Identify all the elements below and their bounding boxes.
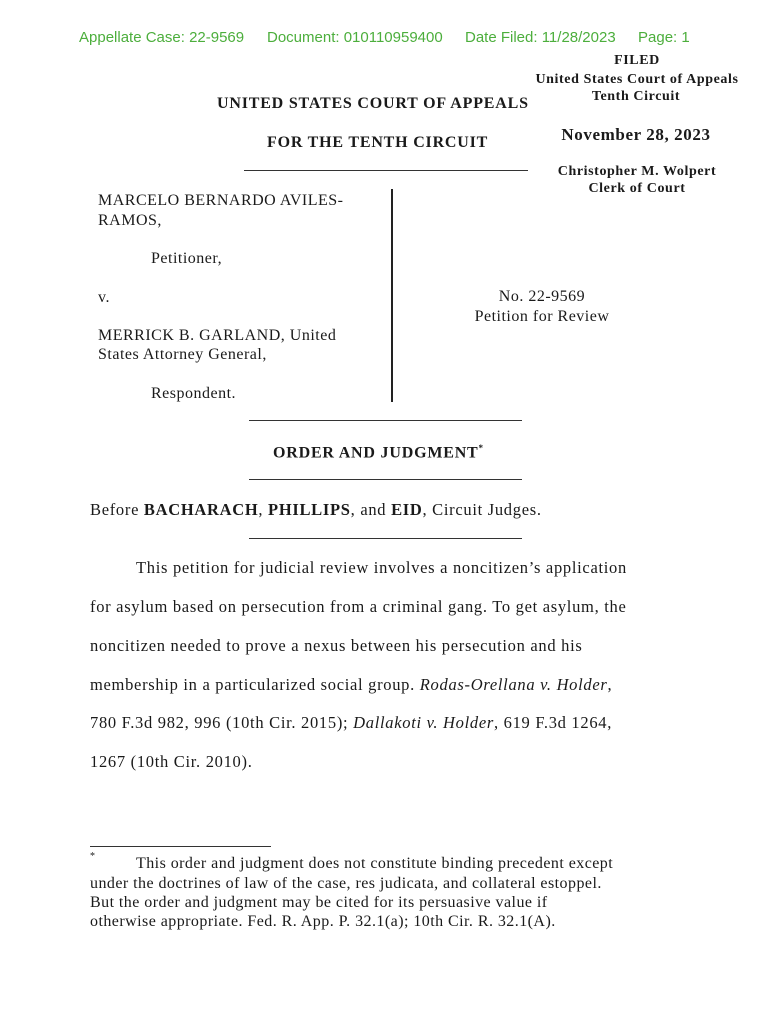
panel-suffix: , Circuit Judges. bbox=[422, 500, 542, 519]
caption-rule bbox=[249, 420, 522, 421]
court-line-1: UNITED STATES COURT OF APPEALS bbox=[217, 95, 529, 112]
petitioner-name-line-1: MARCELO BERNARDO AVILES- bbox=[98, 192, 344, 209]
stamp-circuit: Tenth Circuit bbox=[591, 89, 681, 104]
case-citation-rodas: Rodas-Orellana v. Holder bbox=[419, 675, 608, 694]
panel-sep-1: , bbox=[258, 500, 269, 519]
body-line-2: for asylum based on persecution from a criminal gang. To get asylum, the bbox=[90, 597, 627, 616]
judge-2: PHILLIPS bbox=[268, 500, 351, 519]
body-line-6: 1267 (10th Cir. 2010). bbox=[90, 752, 253, 771]
footnote-line-1: This order and judgment does not constitute binding precedent except bbox=[136, 855, 614, 872]
panel-sep-2: , and bbox=[350, 500, 392, 519]
footnote-rule bbox=[90, 846, 271, 847]
header-page: Page: 1 bbox=[638, 29, 690, 46]
respondent-name-line-1: MERRICK B. GARLAND, United bbox=[98, 327, 337, 344]
body-line-4 bbox=[90, 675, 612, 695]
body-line-4-end: , bbox=[607, 675, 613, 694]
title-footnote-mark: * bbox=[478, 443, 484, 453]
stamp-date: November 28, 2023 bbox=[561, 125, 711, 144]
respondent-role: Respondent. bbox=[151, 385, 237, 402]
panel-before: Before bbox=[90, 500, 144, 519]
stamp-filed: FILED bbox=[614, 53, 660, 68]
header-case: Appellate Case: 22-9569 bbox=[79, 29, 245, 46]
caption-divider bbox=[391, 189, 393, 402]
court-line-2: FOR THE TENTH CIRCUIT bbox=[267, 134, 489, 151]
petitioner-name-line-2: RAMOS, bbox=[98, 212, 162, 229]
body-line-3: noncitizen needed to prove a nexus between his persecution and his bbox=[90, 636, 583, 655]
document-title-text: ORDER AND JUDGMENT bbox=[273, 444, 479, 462]
body-line-5-text: 780 F.3d 982, 996 (10th Cir. 2015); bbox=[90, 713, 354, 732]
respondent-name-line-2: States Attorney General, bbox=[98, 346, 267, 363]
versus: v. bbox=[98, 289, 110, 306]
footnote-mark: * bbox=[90, 851, 95, 862]
document-title bbox=[273, 443, 484, 462]
panel-rule bbox=[249, 538, 522, 539]
stamp-court: United States Court of Appeals bbox=[535, 72, 739, 87]
judge-3: EID bbox=[391, 500, 423, 519]
case-citation-dallakoti: Dallakoti v. Holder bbox=[353, 713, 494, 732]
panel-line bbox=[90, 500, 542, 520]
footnote-line-4: otherwise appropriate. Fed. R. App. P. 32.1(a); 10th Cir. R. 32.1(A). bbox=[90, 913, 556, 930]
header-document: Document: 010110959400 bbox=[267, 29, 443, 46]
case-type: Petition for Review bbox=[474, 308, 610, 325]
stamp-clerk-name: Christopher M. Wolpert bbox=[557, 164, 717, 179]
body-line-5 bbox=[90, 713, 612, 733]
body-line-5-end: , 619 F.3d 1264, bbox=[494, 713, 613, 732]
footnote-line-2: under the doctrines of law of the case, res judicata, and collateral estoppel. bbox=[90, 875, 602, 892]
stamp-clerk-title: Clerk of Court bbox=[588, 181, 686, 196]
case-number: No. 22-9569 bbox=[498, 288, 586, 305]
heading-rule bbox=[244, 170, 528, 171]
header-date-filed: Date Filed: 11/28/2023 bbox=[465, 29, 616, 46]
footnote-line-3: But the order and judgment may be cited for its persuasive value if bbox=[90, 894, 548, 911]
body-line-4-text: membership in a particularized social group. bbox=[90, 675, 420, 694]
body-line-1: This petition for judicial review involves a noncitizen’s application bbox=[136, 558, 627, 577]
petitioner-role: Petitioner, bbox=[151, 250, 223, 267]
title-rule bbox=[249, 479, 522, 480]
judge-1: BACHARACH bbox=[143, 500, 259, 519]
